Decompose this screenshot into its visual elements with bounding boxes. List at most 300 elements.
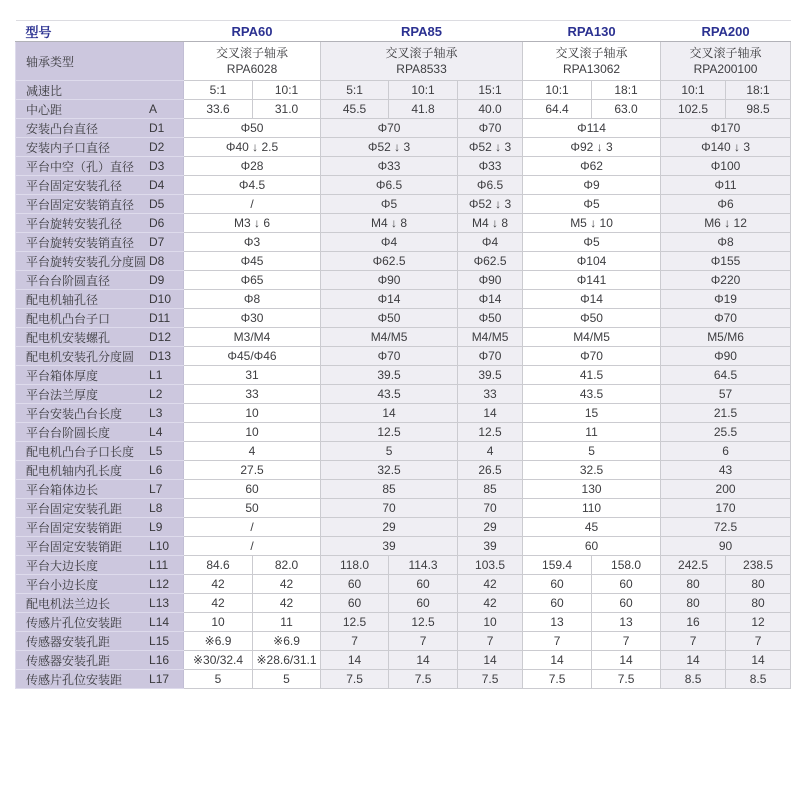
data-cell: 14 [726, 651, 791, 670]
data-cell: Φ33 [321, 157, 458, 176]
row-code: D1 [149, 121, 165, 135]
data-cell: 27.5 [184, 461, 321, 480]
row-code: L9 [149, 520, 163, 534]
data-cell: 5 [321, 442, 458, 461]
row-code: D11 [149, 311, 171, 325]
data-cell: 118.0 [321, 556, 389, 575]
spec-table [15, 20, 791, 689]
table-row [16, 575, 791, 594]
row-label: 配电机安装孔分度圆 [26, 349, 135, 364]
row-code: L11 [149, 558, 169, 572]
data-cell: Φ70 [661, 309, 791, 328]
data-cell: 12.5 [321, 423, 458, 442]
data-cell: Φ170 [661, 119, 791, 138]
data-cell: 7.5 [321, 670, 389, 689]
data-cell: 10:1 [523, 81, 592, 100]
data-cell: 14 [523, 651, 592, 670]
row-code: L16 [149, 653, 170, 667]
row-label: 减速比 [26, 83, 63, 98]
data-cell: / [184, 518, 321, 537]
model-header-RPA60: RPA60 [184, 21, 321, 42]
bearing-cell [321, 42, 523, 81]
row-code: D5 [149, 197, 165, 211]
table-row [16, 404, 791, 423]
data-cell: Φ19 [661, 290, 791, 309]
row-label-cell [16, 670, 184, 689]
data-cell: Φ62.5 [321, 252, 458, 271]
row-label: 平台旋转安装孔径 [26, 216, 123, 231]
data-cell: 60 [389, 594, 458, 613]
data-cell: 12.5 [458, 423, 523, 442]
models-header-label: 型号 [16, 21, 184, 42]
data-cell: Φ40 ↓ 2.5 [184, 138, 321, 157]
row-code: L4 [149, 425, 163, 439]
row-label-cell [16, 233, 184, 252]
data-cell: 84.6 [184, 556, 253, 575]
row-label: 配电机轴内孔长度 [26, 463, 123, 478]
data-cell: 13 [523, 613, 592, 632]
row-label-cell [16, 195, 184, 214]
data-cell: 4 [458, 442, 523, 461]
data-cell: 39.5 [321, 366, 458, 385]
row-label: 平台大边长度 [26, 558, 99, 573]
data-cell: 82.0 [253, 556, 321, 575]
data-cell: 5:1 [321, 81, 389, 100]
bearing-cell [661, 42, 791, 81]
row-label: 平台旋转安装孔分度圆 [26, 254, 147, 269]
table-row [16, 138, 791, 157]
data-cell: 42 [458, 594, 523, 613]
data-cell: 42 [184, 575, 253, 594]
data-cell: Φ140 ↓ 3 [661, 138, 791, 157]
row-label-cell [16, 613, 184, 632]
row-code: L2 [149, 387, 163, 401]
data-cell: Φ6.5 [458, 176, 523, 195]
data-cell: Φ5 [523, 195, 661, 214]
data-cell: 60 [592, 575, 661, 594]
row-code: L13 [149, 596, 170, 610]
data-cell: 14 [661, 651, 726, 670]
data-cell: Φ4.5 [184, 176, 321, 195]
data-cell: 10:1 [389, 81, 458, 100]
bearing-type-text: 交叉滚子轴承 [385, 45, 458, 60]
data-cell: 7.5 [458, 670, 523, 689]
row-label-cell [16, 157, 184, 176]
row-label: 平台中空（孔）直径 [26, 159, 135, 174]
data-cell: 41.5 [523, 366, 661, 385]
row-code: D2 [149, 140, 165, 154]
data-cell: 110 [523, 499, 661, 518]
data-cell: 12.5 [389, 613, 458, 632]
data-cell: 15:1 [458, 81, 523, 100]
row-code: D8 [149, 254, 165, 268]
row-label: 平台固定安装销距 [26, 520, 123, 535]
row-code: L7 [149, 482, 163, 496]
row-label: 平台箱体边长 [26, 482, 99, 497]
data-cell: Φ14 [458, 290, 523, 309]
row-label: 平台安装凸台长度 [26, 406, 123, 421]
data-cell: 7 [726, 632, 791, 651]
row-label-cell [16, 100, 184, 119]
table-row [16, 100, 791, 119]
data-cell: 39 [458, 537, 523, 556]
data-cell: Φ11 [661, 176, 791, 195]
row-label: 平台固定安装销直径 [26, 197, 135, 212]
row-code: L17 [149, 672, 170, 686]
table-row [16, 233, 791, 252]
row-label-cell [16, 575, 184, 594]
row-label-cell [16, 347, 184, 366]
table-row [16, 651, 791, 670]
data-cell: 64.5 [661, 366, 791, 385]
data-cell: M5/M6 [661, 328, 791, 347]
row-code: D10 [149, 292, 172, 306]
data-cell: M4/M5 [523, 328, 661, 347]
row-label: 平台小边长度 [26, 577, 99, 592]
model-header-RPA130: RPA130 [523, 21, 661, 42]
table-row [16, 632, 791, 651]
data-cell: Φ14 [523, 290, 661, 309]
data-cell: Φ70 [458, 119, 523, 138]
data-cell: 70 [321, 499, 458, 518]
data-cell: 7.5 [523, 670, 592, 689]
data-cell: 16 [661, 613, 726, 632]
model-header-RPA85: RPA85 [321, 21, 523, 42]
data-cell: Φ70 [321, 347, 458, 366]
data-cell: Φ90 [661, 347, 791, 366]
data-cell: 21.5 [661, 404, 791, 423]
data-cell: Φ9 [523, 176, 661, 195]
data-cell: 14 [389, 651, 458, 670]
data-cell: Φ104 [523, 252, 661, 271]
data-cell: 39 [321, 537, 458, 556]
row-label: 平台固定安装孔径 [26, 178, 123, 193]
row-code: L8 [149, 501, 163, 515]
data-cell: Φ155 [661, 252, 791, 271]
table-row [16, 214, 791, 233]
row-label: 安装内子口直径 [26, 140, 111, 155]
row-label-cell [16, 423, 184, 442]
table-row [16, 499, 791, 518]
row-label: 平台固定安装销距 [26, 539, 123, 554]
row-label-cell [16, 290, 184, 309]
data-cell: 80 [726, 575, 791, 594]
row-label-cell [16, 594, 184, 613]
data-cell: 60 [184, 480, 321, 499]
data-cell: M4/M5 [321, 328, 458, 347]
row-label-cell [16, 138, 184, 157]
row-label: 轴承类型 [26, 54, 75, 69]
row-label-cell [16, 366, 184, 385]
row-code: L12 [149, 577, 170, 591]
data-cell: 7 [523, 632, 592, 651]
row-code: D4 [149, 178, 165, 192]
row-label: 配电机法兰边长 [26, 596, 111, 611]
data-cell: Φ65 [184, 271, 321, 290]
data-cell: 57 [661, 385, 791, 404]
data-cell: Φ33 [458, 157, 523, 176]
row-label-cell [16, 480, 184, 499]
row-label: 传感片孔位安装距 [26, 615, 123, 630]
data-cell: 42 [184, 594, 253, 613]
data-cell: 43.5 [523, 385, 661, 404]
data-cell: 60 [523, 575, 592, 594]
data-cell: Φ6.5 [321, 176, 458, 195]
data-cell: ※6.9 [253, 632, 321, 651]
data-cell: 159.4 [523, 556, 592, 575]
data-cell: Φ45/Φ46 [184, 347, 321, 366]
data-cell: 8.5 [661, 670, 726, 689]
data-cell: 18:1 [726, 81, 791, 100]
data-cell: Φ50 [184, 119, 321, 138]
table-row [16, 176, 791, 195]
row-label: 中心距 [26, 102, 63, 117]
data-cell: Φ62 [523, 157, 661, 176]
data-cell: 80 [661, 575, 726, 594]
data-cell: M3/M4 [184, 328, 321, 347]
data-cell: 32.5 [523, 461, 661, 480]
data-cell: 10 [184, 613, 253, 632]
data-cell: 13 [592, 613, 661, 632]
data-cell: 5 [523, 442, 661, 461]
bearing-code: RPA200100 [693, 62, 758, 76]
data-cell: 15 [523, 404, 661, 423]
bearing-code: RPA13062 [562, 62, 621, 76]
data-cell: 102.5 [661, 100, 726, 119]
table-row [16, 442, 791, 461]
row-label-cell [16, 81, 184, 100]
data-cell: M5 ↓ 10 [523, 214, 661, 233]
row-label-cell [16, 42, 184, 81]
row-label: 配电机安装螺孔 [26, 330, 111, 345]
bearing-type-text: 交叉滚子轴承 [216, 45, 289, 60]
data-cell: 70 [458, 499, 523, 518]
data-cell: 42 [253, 575, 321, 594]
data-cell: ※30/32.4 [184, 651, 253, 670]
data-cell: 29 [458, 518, 523, 537]
data-cell: 14 [321, 651, 389, 670]
data-cell: 7.5 [592, 670, 661, 689]
data-cell: Φ141 [523, 271, 661, 290]
data-cell: Φ8 [661, 233, 791, 252]
data-cell: 45 [523, 518, 661, 537]
table-row [16, 423, 791, 442]
data-cell: 238.5 [726, 556, 791, 575]
data-cell: 60 [321, 575, 389, 594]
data-cell: 6 [661, 442, 791, 461]
data-cell: M6 ↓ 12 [661, 214, 791, 233]
table-row [16, 252, 791, 271]
data-cell: 39.5 [458, 366, 523, 385]
bearing-type-row [16, 42, 791, 81]
data-cell: 85 [458, 480, 523, 499]
data-cell: 25.5 [661, 423, 791, 442]
data-cell: 114.3 [389, 556, 458, 575]
data-cell: 10 [458, 613, 523, 632]
bearing-code: RPA6028 [226, 62, 278, 76]
table-row [16, 518, 791, 537]
data-cell: 60 [389, 575, 458, 594]
table-row [16, 366, 791, 385]
data-cell: M4 ↓ 8 [458, 214, 523, 233]
row-label: 安装凸台直径 [26, 121, 99, 136]
table-row [16, 556, 791, 575]
row-label: 平台旋转安装销直径 [26, 235, 135, 250]
row-label-cell [16, 309, 184, 328]
data-cell: Φ5 [523, 233, 661, 252]
data-cell: 7 [458, 632, 523, 651]
data-cell: 43 [661, 461, 791, 480]
row-label: 配电机凸台子口 [26, 311, 111, 326]
table-row [16, 347, 791, 366]
row-label-cell [16, 442, 184, 461]
data-cell: 33 [458, 385, 523, 404]
data-cell: M4/M5 [458, 328, 523, 347]
row-code: D12 [149, 330, 172, 344]
data-cell: 14 [321, 404, 458, 423]
data-cell: 45.5 [321, 100, 389, 119]
data-cell: 14 [592, 651, 661, 670]
data-cell: Φ4 [458, 233, 523, 252]
data-cell: 31 [184, 366, 321, 385]
table-row [16, 309, 791, 328]
row-code: L3 [149, 406, 163, 420]
row-code: L10 [149, 539, 170, 553]
data-cell: 10 [184, 404, 321, 423]
table-row [16, 480, 791, 499]
model-header-RPA200: RPA200 [661, 21, 791, 42]
data-cell: 32.5 [321, 461, 458, 480]
data-cell: Φ50 [523, 309, 661, 328]
data-cell: Φ50 [458, 309, 523, 328]
data-cell: 80 [661, 594, 726, 613]
row-label-cell [16, 214, 184, 233]
data-cell: Φ4 [321, 233, 458, 252]
row-label-cell [16, 556, 184, 575]
data-cell: Φ52 ↓ 3 [458, 195, 523, 214]
data-cell: Φ62.5 [458, 252, 523, 271]
data-cell: 14 [458, 404, 523, 423]
model-header-row [16, 21, 791, 42]
data-cell: / [184, 195, 321, 214]
data-cell: Φ14 [321, 290, 458, 309]
row-label: 传感器安装孔距 [26, 634, 111, 649]
row-label-cell [16, 461, 184, 480]
data-cell: 33.6 [184, 100, 253, 119]
table-row [16, 537, 791, 556]
data-cell: Φ100 [661, 157, 791, 176]
data-cell: ※6.9 [184, 632, 253, 651]
data-cell: Φ52 ↓ 3 [458, 138, 523, 157]
data-cell: Φ5 [321, 195, 458, 214]
row-code: D3 [149, 159, 165, 173]
table-row [16, 461, 791, 480]
table-row [16, 328, 791, 347]
data-cell: 242.5 [661, 556, 726, 575]
row-label: 配电机轴孔径 [26, 292, 99, 307]
row-code: L14 [149, 615, 170, 629]
data-cell: 98.5 [726, 100, 791, 119]
data-cell: 7 [592, 632, 661, 651]
data-cell: Φ3 [184, 233, 321, 252]
data-cell: 8.5 [726, 670, 791, 689]
table-row [16, 594, 791, 613]
row-label-cell [16, 537, 184, 556]
bearing-type-text: 交叉滚子轴承 [689, 45, 762, 60]
data-cell: 42 [458, 575, 523, 594]
data-cell: 85 [321, 480, 458, 499]
data-cell: Φ90 [458, 271, 523, 290]
data-cell: 130 [523, 480, 661, 499]
row-label: 平台箱体厚度 [26, 368, 99, 383]
data-cell: 5 [184, 670, 253, 689]
row-code: A [149, 102, 158, 116]
table-row [16, 613, 791, 632]
row-label-cell [16, 176, 184, 195]
data-cell: 200 [661, 480, 791, 499]
row-label: 配电机凸台子口长度 [26, 444, 135, 459]
row-label-cell [16, 328, 184, 347]
data-cell: 72.5 [661, 518, 791, 537]
data-cell: 5:1 [184, 81, 253, 100]
data-cell: 7.5 [389, 670, 458, 689]
data-cell: 7 [321, 632, 389, 651]
row-code: L15 [149, 634, 170, 648]
data-cell: Φ114 [523, 119, 661, 138]
spec-sheet [15, 20, 791, 689]
row-code: D6 [149, 216, 165, 230]
row-label-cell [16, 252, 184, 271]
data-cell: 42 [253, 594, 321, 613]
bearing-code: RPA8533 [396, 62, 447, 76]
row-label-cell [16, 632, 184, 651]
data-cell: Φ92 ↓ 3 [523, 138, 661, 157]
data-cell: 80 [726, 594, 791, 613]
data-cell: 11 [253, 613, 321, 632]
data-cell: Φ90 [321, 271, 458, 290]
data-cell: 60 [321, 594, 389, 613]
row-code: D7 [149, 235, 165, 249]
data-cell: 26.5 [458, 461, 523, 480]
row-code: L6 [149, 463, 163, 477]
data-cell: Φ70 [458, 347, 523, 366]
data-cell: 29 [321, 518, 458, 537]
row-label: 平台台阶圆长度 [26, 425, 111, 440]
spec-table-body [16, 21, 791, 689]
data-cell: 31.0 [253, 100, 321, 119]
data-cell: 11 [523, 423, 661, 442]
data-cell: 10 [184, 423, 321, 442]
row-label-cell [16, 385, 184, 404]
data-cell: Φ70 [523, 347, 661, 366]
data-cell: Φ30 [184, 309, 321, 328]
row-code: D9 [149, 273, 165, 287]
row-label: 平台固定安装孔距 [26, 501, 123, 516]
data-cell: 103.5 [458, 556, 523, 575]
row-label-cell [16, 499, 184, 518]
data-cell: 50 [184, 499, 321, 518]
data-cell: 170 [661, 499, 791, 518]
table-row [16, 290, 791, 309]
data-cell: Φ50 [321, 309, 458, 328]
bearing-cell [184, 42, 321, 81]
row-label-cell [16, 404, 184, 423]
data-cell: 12 [726, 613, 791, 632]
data-cell: ※28.6/31.1 [253, 651, 321, 670]
data-cell: 63.0 [592, 100, 661, 119]
row-label: 传感器安装孔距 [26, 653, 111, 668]
data-cell: 158.0 [592, 556, 661, 575]
